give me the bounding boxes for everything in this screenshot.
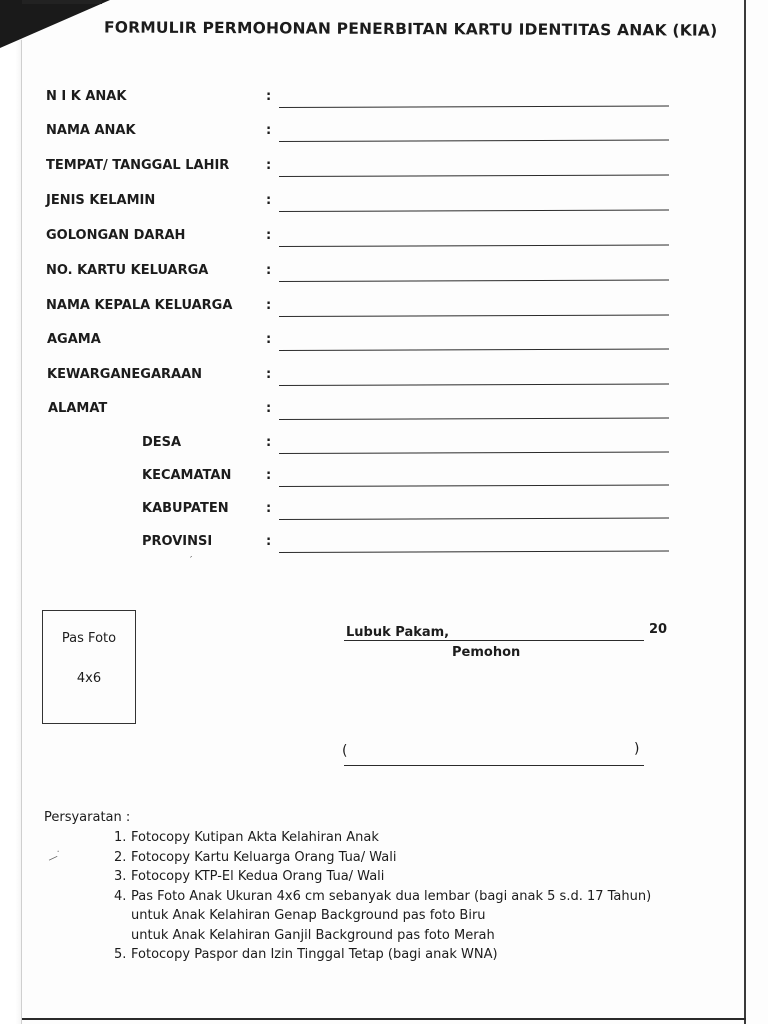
field-fill-line[interactable] [279,485,669,487]
field-label: AGAMA [47,332,101,347]
field-colon: : [266,534,272,549]
field-colon: : [266,89,272,104]
item-number: 2. [114,849,127,865]
field-label: PROVINSI [142,534,213,549]
field-colon: : [266,501,272,516]
field-colon: : [266,367,272,382]
field-fill-line[interactable] [279,106,669,108]
field-kecamatan [0,468,768,492]
signature-place: Lubuk Pakam, [346,625,450,640]
field-nik-anak [0,89,768,113]
photo-placeholder-box [42,610,136,724]
field-fill-line[interactable] [279,315,669,317]
list-item [114,848,714,868]
field-fill-line[interactable] [279,280,669,282]
field-fill-line[interactable] [279,518,669,520]
field-colon: : [266,401,272,416]
item-text: Fotocopy Kartu Keluarga Orang Tua/ Wali [131,849,397,865]
field-colon: : [266,228,272,243]
scan-corner-stripe [22,0,102,4]
field-fill-line[interactable] [279,175,669,177]
signature-close-paren: ) [634,741,640,757]
field-colon: : [266,123,272,138]
field-label: NO. KARTU KELUARGA [46,263,209,278]
field-colon: : [266,193,272,208]
field-kabupaten [0,501,768,525]
field-label: GOLONGAN DARAH [46,228,186,243]
field-no-kartu-keluarga [0,263,768,287]
requirements-title: Persyaratan : [44,810,131,825]
field-colon: : [266,332,272,347]
field-colon: : [266,158,272,173]
field-jenis-kelamin [0,193,768,217]
photo-label: Pas Foto [61,631,117,646]
scan-bottom-edge [22,1018,746,1020]
item-text: Fotocopy Paspor dan Izin Tinggal Tetap (bagi anak WNA) [131,947,498,962]
scan-corner-shadow [0,0,110,48]
field-label: KABUPATEN [142,501,229,516]
scan-mark: —˙ [46,849,65,866]
scan-left-rule [21,40,22,1024]
field-provinsi [0,534,768,558]
field-tempat-tanggal-lahir [0,158,768,182]
signature-role: Pemohon [452,645,521,660]
field-fill-line[interactable] [279,384,669,386]
field-fill-line[interactable] [279,418,669,420]
list-item [114,906,714,926]
field-fill-line[interactable] [279,349,669,351]
item-number: 4. [114,888,127,904]
field-label: NAMA ANAK [46,123,136,138]
field-golongan-darah [0,228,768,252]
field-fill-line[interactable] [279,245,669,247]
item-number: 1. [114,830,127,845]
field-label: ALAMAT [48,401,108,416]
item-text: untuk Anak Kelahiran Genap Background pas foto Biru [131,908,486,923]
field-label: JENIS KELAMIN [46,193,156,208]
field-colon: : [266,263,272,278]
list-item [114,867,714,887]
field-fill-line[interactable] [279,210,669,212]
item-number: 5. [114,947,127,962]
date-fill-line[interactable] [344,640,644,641]
field-fill-line[interactable] [279,551,669,553]
list-item [114,945,714,965]
field-colon: : [266,468,272,483]
field-desa [0,435,768,459]
list-item [114,828,714,848]
signature-year: 20 [649,622,668,637]
field-agama [0,332,768,356]
item-text: Fotocopy KTP-El Kedua Orang Tua/ Wali [131,869,385,884]
field-nama-anak [0,123,768,147]
field-label: KEWARGANEGARAAN [47,367,203,382]
item-text: Fotocopy Kutipan Akta Kelahiran Anak [131,830,379,845]
field-kewarganegaraan [0,367,768,391]
scan-mark: ′ [190,555,193,566]
requirements-list [114,828,714,965]
field-fill-line[interactable] [279,452,669,454]
field-fill-line[interactable] [279,140,669,142]
field-label: TEMPAT/ TANGGAL LAHIR [46,158,230,173]
field-colon: : [266,298,272,313]
item-text: Pas Foto Anak Ukuran 4x6 cm sebanyak dua lembar (bagi anak 5 s.d. 17 Tahun) [131,888,652,904]
item-text: untuk Anak Kelahiran Ganjil Background pas foto Merah [131,927,495,943]
field-colon: : [266,435,272,450]
list-item [114,926,714,946]
field-nama-kepala-keluarga [0,298,768,322]
signature-name-line[interactable] [344,765,644,766]
field-label: N I K ANAK [46,89,127,104]
signature-open-paren: ( [342,743,348,759]
form-title: FORMULIR PERMOHONAN PENERBITAN KARTU IDENTITAS ANAK (KIA) [103,18,718,40]
field-label: NAMA KEPALA KELUARGA [46,298,233,313]
list-item [114,887,714,907]
photo-size: 4x6 [76,671,102,686]
field-label: KECAMATAN [142,468,232,483]
field-label: DESA [142,435,182,450]
item-number: 3. [114,869,127,884]
field-alamat [0,401,768,425]
